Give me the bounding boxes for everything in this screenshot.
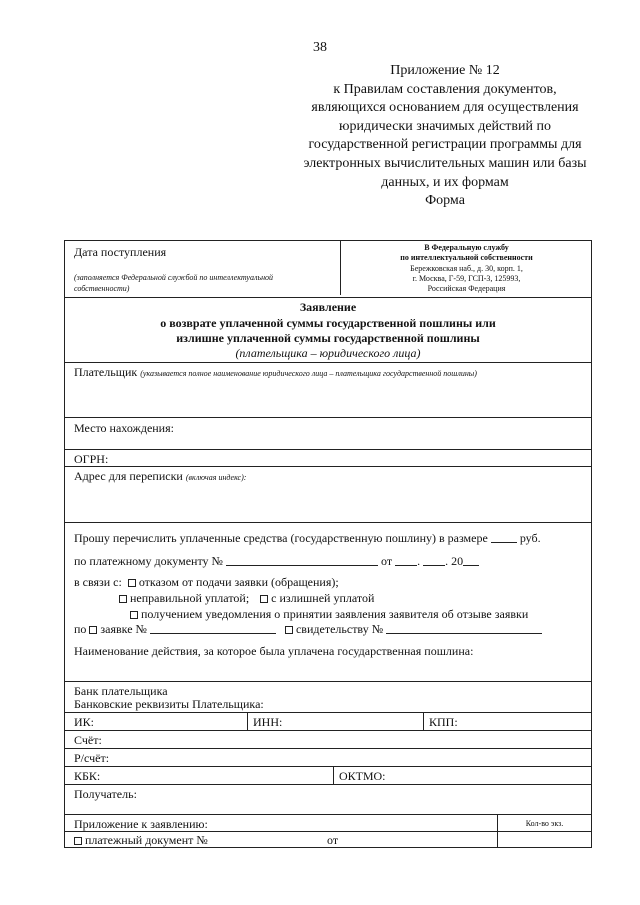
action-name-label: Наименование действия, за которое была уплачена государственная пошлина: xyxy=(74,644,474,658)
date-received-label: Дата поступления xyxy=(74,245,167,259)
attachment-item: платежный документ № xyxy=(74,833,208,848)
payer-label: Плательщик (указывается полное наименование юридического лица – плательщика государственной пошлины) xyxy=(74,365,477,379)
recipient-name: по интеллектуальной собственности xyxy=(400,253,533,262)
recipient-name: В Федеральную службу xyxy=(424,243,509,252)
certificate-checkbox[interactable] xyxy=(285,626,293,634)
appendix-block xyxy=(270,62,620,211)
payer-note: (указывается полное наименование юридического лица – плательщика государственной пошлины) xyxy=(140,369,477,378)
inn-label: ИНН: xyxy=(253,715,283,729)
reason-refusal-checkbox[interactable] xyxy=(128,579,136,587)
reason-excess-checkbox[interactable] xyxy=(260,595,268,603)
appendix-line: данных, и их формам xyxy=(381,174,509,190)
form-label: Форма xyxy=(425,193,465,209)
appendix-line: являющихся основанием для осуществления xyxy=(311,100,579,116)
ik-label: ИК: xyxy=(74,715,95,729)
oktmo-label: ОКТМО: xyxy=(339,769,386,783)
amount-field[interactable] xyxy=(491,532,517,543)
form-title: о возврате уплаченной суммы государственной пошлины или xyxy=(160,316,496,330)
recipient-label: Получатель: xyxy=(74,787,137,801)
appendix-line: Приложение № 12 xyxy=(390,63,500,78)
recipient-address: Бережковская наб., д. 30, корп. 1, xyxy=(410,264,523,273)
account-label: Счёт: xyxy=(74,733,102,747)
kbk-label: КБК: xyxy=(74,769,101,783)
reason-line: неправильной уплатой; с излишней уплатой xyxy=(119,591,374,606)
copies-count-header: Кол-во экз. xyxy=(525,819,564,828)
request-line: Прошу перечислить уплаченные средства (государственную пошлину) в размере руб. xyxy=(74,531,541,545)
kpp-label: КПП: xyxy=(429,715,458,729)
appendix-line: государственной регистрации программы для xyxy=(308,137,582,153)
mailing-address-label: Адрес для переписки (включая индекс): xyxy=(74,469,247,483)
payment-year-field[interactable] xyxy=(463,555,479,566)
form-subtitle: (плательщика – юридического лица) xyxy=(235,346,421,360)
appendix-line: юридически значимых действий по xyxy=(339,118,551,134)
address-note: (включая индекс): xyxy=(185,473,247,482)
application-number-field[interactable] xyxy=(150,623,276,634)
date-note: собственности) xyxy=(74,284,130,293)
payment-day-field[interactable] xyxy=(395,555,417,566)
form-title: Заявление xyxy=(299,300,357,314)
certificate-number-field[interactable] xyxy=(386,623,542,634)
payment-month-field[interactable] xyxy=(423,555,445,566)
reason-line: в связи с: отказом от подачи заявки (обращения); xyxy=(74,575,339,589)
location-label: Место нахождения: xyxy=(74,421,174,435)
appendix-line: электронных вычислительных машин или базы xyxy=(303,155,587,171)
appendix-line: к Правилам составления документов, xyxy=(333,81,557,97)
payment-doc-number-field[interactable] xyxy=(226,555,378,566)
bank-label: Банк плательщика xyxy=(74,684,168,698)
reason-line: получением уведомления о принятии заявления заявителя об отзыве заявки xyxy=(130,607,528,622)
date-note: (заполняется Федеральной службой по интеллектуальной xyxy=(74,273,274,282)
current-account-label: Р/счёт: xyxy=(74,751,110,765)
reason-incorrect-checkbox[interactable] xyxy=(119,595,127,603)
application-form xyxy=(64,240,592,848)
attachments-label: Приложение к заявлению: xyxy=(74,817,208,831)
bank-requisites-label: Банковские реквизиты Плательщика: xyxy=(74,697,264,711)
reference-line: по заявке № свидетельству № xyxy=(74,622,542,637)
form-title: излишне уплаченной суммы государственной пошлины xyxy=(176,331,480,345)
ogrn-label: ОГРН: xyxy=(74,452,109,466)
attachment-item-from: от xyxy=(327,833,339,847)
recipient-address: Российская Федерация xyxy=(427,284,506,293)
reason-withdrawal-checkbox[interactable] xyxy=(130,611,138,619)
page-number: 38 xyxy=(313,40,327,55)
payment-doc-line: по платежному документу № от . . 20 xyxy=(74,554,479,569)
payment-document-checkbox[interactable] xyxy=(74,837,82,845)
application-checkbox[interactable] xyxy=(89,626,97,634)
recipient-address: г. Москва, Г-59, ГСП-3, 125993, xyxy=(412,274,521,283)
